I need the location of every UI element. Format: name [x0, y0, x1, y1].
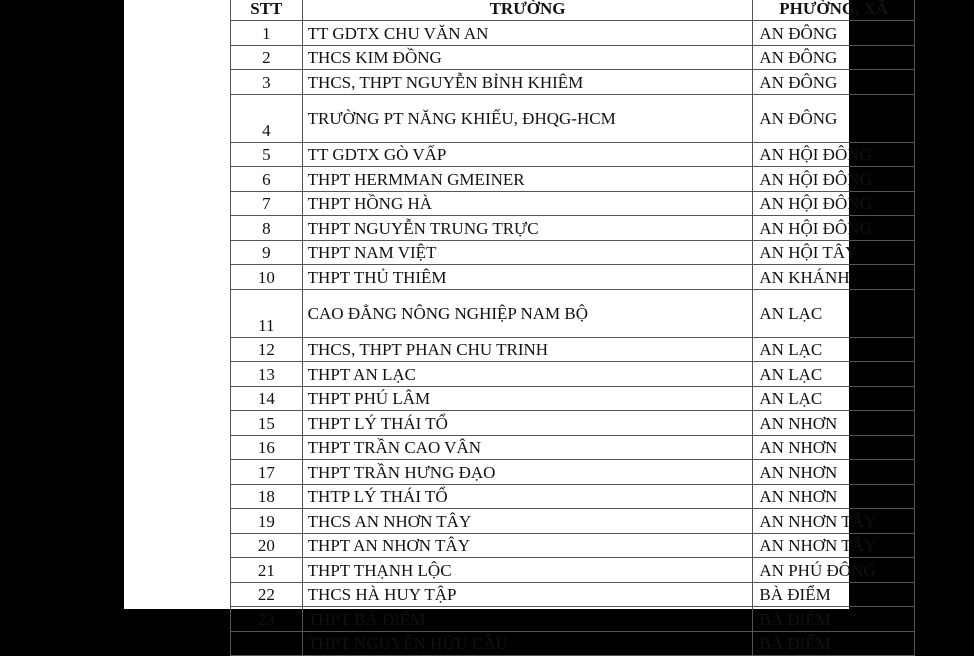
- ward-cell: AN LẠC: [753, 362, 915, 387]
- ward-cell: AN NHƠN: [753, 460, 915, 485]
- ward-cell: AN HỘI ĐÔNG: [753, 191, 915, 216]
- ward-cell: AN HỘI TÂY: [753, 240, 915, 265]
- ward-cell: AN NHƠN: [753, 411, 915, 436]
- row-number-cell: 6: [231, 167, 303, 192]
- school-ward-table: [230, 0, 915, 656]
- row-number-cell: [231, 631, 303, 656]
- row-number-cell: 16: [231, 435, 303, 460]
- row-number-cell: 11: [231, 289, 303, 337]
- ward-cell: AN LẠC: [753, 289, 915, 337]
- school-name-cell: THCS, THPT PHAN CHU TRINH: [302, 337, 753, 362]
- school-name-cell: THPT HERMMAN GMEINER: [302, 167, 753, 192]
- table-row: [231, 70, 915, 95]
- table-row: [231, 362, 915, 387]
- table-row: [231, 386, 915, 411]
- table-row: [231, 94, 915, 142]
- table-row: [231, 607, 915, 632]
- row-number-cell: 12: [231, 337, 303, 362]
- row-number-cell: 9: [231, 240, 303, 265]
- school-name-cell: THPT THẠNH LỘC: [302, 558, 753, 583]
- table-row: [231, 21, 915, 46]
- school-name-cell: THPT NGUYỄN HỮU CẦU: [302, 631, 753, 656]
- ward-cell: AN ĐÔNG: [753, 70, 915, 95]
- school-name-cell: TT GDTX CHU VĂN AN: [302, 21, 753, 46]
- row-number-cell: 15: [231, 411, 303, 436]
- table-row: [231, 509, 915, 534]
- row-number-cell: 1: [231, 21, 303, 46]
- ward-cell: BÀ ĐIỂM: [753, 631, 915, 656]
- row-number-cell: 23: [231, 607, 303, 632]
- school-name-cell: THPT BÀ ĐIỂM: [302, 607, 753, 632]
- school-name-cell: THPT NGUYỄN TRUNG TRỰC: [302, 216, 753, 241]
- header-ward: PHƯỜNG, XÃ: [753, 0, 915, 21]
- row-number-cell: 10: [231, 265, 303, 290]
- row-number-cell: 4: [231, 94, 303, 142]
- table-row: [231, 265, 915, 290]
- school-name-cell: THPT AN NHƠN TÂY: [302, 533, 753, 558]
- header-stt: STT: [231, 0, 303, 21]
- table-row: [231, 216, 915, 241]
- table-row: [231, 435, 915, 460]
- table-row: [231, 240, 915, 265]
- row-number-cell: 19: [231, 509, 303, 534]
- row-number-cell: 7: [231, 191, 303, 216]
- header-school: TRƯỜNG: [302, 0, 753, 21]
- table-row: [231, 289, 915, 337]
- ward-cell: AN ĐÔNG: [753, 94, 915, 142]
- row-number-cell: 5: [231, 142, 303, 167]
- row-number-cell: 13: [231, 362, 303, 387]
- row-number-cell: 3: [231, 70, 303, 95]
- ward-cell: AN NHƠN: [753, 435, 915, 460]
- school-name-cell: THCS AN NHƠN TÂY: [302, 509, 753, 534]
- row-number-cell: 14: [231, 386, 303, 411]
- school-name-cell: THTP LÝ THÁI TỔ: [302, 484, 753, 509]
- ward-cell: AN LẠC: [753, 386, 915, 411]
- ward-cell: AN HỘI ĐÔNG: [753, 167, 915, 192]
- school-name-cell: THPT PHÚ LÂM: [302, 386, 753, 411]
- school-name-cell: THPT TRẦN CAO VÂN: [302, 435, 753, 460]
- school-name-cell: TT GDTX GÒ VẤP: [302, 142, 753, 167]
- table-row: [231, 142, 915, 167]
- ward-cell: AN HỘI ĐÔNG: [753, 216, 915, 241]
- school-name-cell: CAO ĐẲNG NÔNG NGHIỆP NAM BỘ: [302, 289, 753, 337]
- document-page: [124, 0, 889, 653]
- row-number-cell: 8: [231, 216, 303, 241]
- ward-cell: AN NHƠN TÂY: [753, 533, 915, 558]
- school-name-cell: THPT TRẦN HƯNG ĐẠO: [302, 460, 753, 485]
- ward-cell: AN HỘI ĐÔNG: [753, 142, 915, 167]
- school-name-cell: THPT HỒNG HÀ: [302, 191, 753, 216]
- table-row: [231, 45, 915, 70]
- ward-cell: AN ĐÔNG: [753, 45, 915, 70]
- row-number-cell: 22: [231, 582, 303, 607]
- ward-cell: AN LẠC: [753, 337, 915, 362]
- ward-cell: AN KHÁNH: [753, 265, 915, 290]
- table-row: [231, 558, 915, 583]
- school-name-cell: THCS, THPT NGUYỄN BỈNH KHIÊM: [302, 70, 753, 95]
- ward-cell: AN NHƠN TÂY: [753, 509, 915, 534]
- table-row: [231, 337, 915, 362]
- table-row: [231, 631, 915, 656]
- row-number-cell: 17: [231, 460, 303, 485]
- row-number-cell: 2: [231, 45, 303, 70]
- ward-cell: BÀ ĐIỂM: [753, 582, 915, 607]
- ward-cell: AN PHÚ ĐÔNG: [753, 558, 915, 583]
- table-header-row: [231, 0, 915, 21]
- ward-cell: AN NHƠN: [753, 484, 915, 509]
- row-number-cell: 18: [231, 484, 303, 509]
- table-row: [231, 167, 915, 192]
- school-name-cell: THPT LÝ THÁI TỔ: [302, 411, 753, 436]
- school-name-cell: THCS HÀ HUY TẬP: [302, 582, 753, 607]
- table-row: [231, 191, 915, 216]
- school-name-cell: THCS KIM ĐỒNG: [302, 45, 753, 70]
- school-name-cell: THPT NAM VIỆT: [302, 240, 753, 265]
- table-row: [231, 411, 915, 436]
- ward-cell: BÀ ĐIỂM: [753, 607, 915, 632]
- row-number-cell: 20: [231, 533, 303, 558]
- school-name-cell: THPT AN LẠC: [302, 362, 753, 387]
- school-name-cell: THPT THỦ THIÊM: [302, 265, 753, 290]
- table-row: [231, 460, 915, 485]
- row-number-cell: 21: [231, 558, 303, 583]
- ward-cell: AN ĐÔNG: [753, 21, 915, 46]
- school-name-cell: TRƯỜNG PT NĂNG KHIẾU, ĐHQG-HCM: [302, 94, 753, 142]
- table-row: [231, 484, 915, 509]
- table-row: [231, 533, 915, 558]
- table-row: [231, 582, 915, 607]
